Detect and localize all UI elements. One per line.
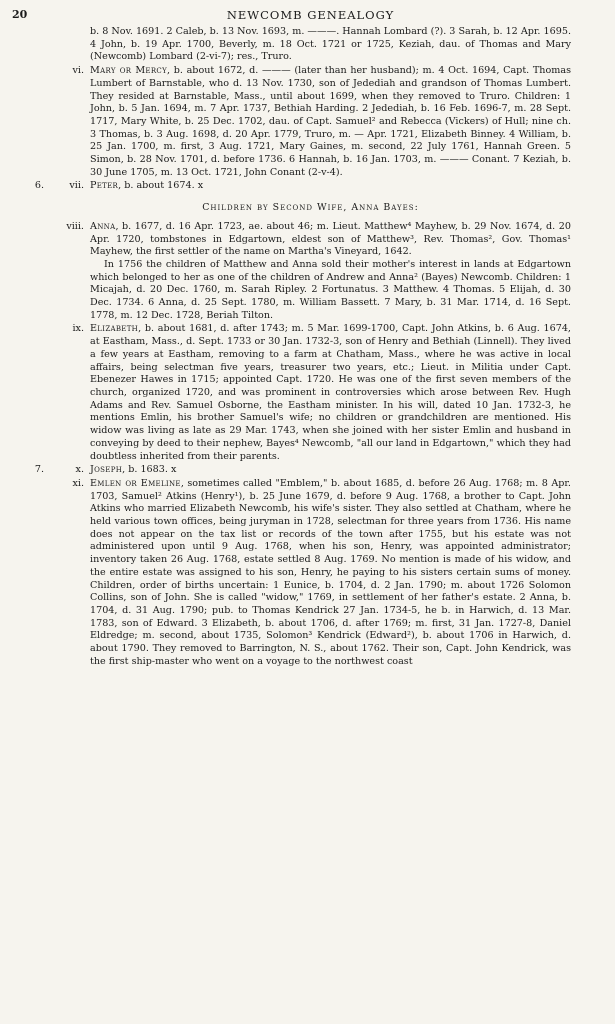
genealogy-entry xyxy=(50,323,571,463)
entry-details: , b. about 1672, d. ——— (later than her husband); m. 4 Oct. 1694, Capt. Thomas Lumbert of Barnstable, who d. 13 Nov. 1730, son of Jedediah and grandson of Thomas Lumbert. They resided at Barnstable, Mass., until about 1699, when they removed to Truro. Children: 1 John, b. 5 Jan. 1694, m. 7 Apr. 1737, Bethiah Harding. 2 Jedediah, b. 16 Feb. 1696-7, m. 28 Sept. 1717, Mary White, b. 25 Dec. 1702, dau. of Capt. Samuel² and Rebecca (Vickers) of Hull; nine ch. 3 Thomas, b. 3 Aug. 1698, d. 20 Apr. 1779, Truro, m. — Apr. 1721, Elizabeth Binney. 4 William, b. 25 Jan. 1700, m. first, 3 Aug. 1721, Mary Gaines, m. second, 22 July 1761, Hannah Green. 5 Simon, b. 28 Nov. 1701, d. before 1736. 6 Hannah, b. 16 Jan. 1703, m. ——— Conant. 7 Keziah, b. 30 June 1705, m. 13 Oct. 1721, John Conant (2-v-4). xyxy=(90,65,571,178)
entry-details: , b. 1683. x xyxy=(122,464,177,476)
genealogy-entry xyxy=(50,221,571,323)
child-roman-numeral: x. xyxy=(75,464,84,476)
document-body xyxy=(34,26,571,668)
person-name: Peter xyxy=(90,180,119,192)
entry-text xyxy=(50,323,571,463)
generation-number: 6. xyxy=(34,180,44,192)
entries-first-wife xyxy=(34,65,571,193)
genealogy-entry xyxy=(50,478,571,669)
person-name: Elizabeth xyxy=(90,323,139,335)
entries-second-wife xyxy=(34,220,571,669)
entry-details: , b. about 1674. x xyxy=(118,180,204,192)
entry-details: , sometimes called "Emblem," b. about 1685, d. before 26 Aug. 1768; m. 8 Apr. 1703, Samuel² Atkins (Henry¹), b. 25 June 1679, d. before 9 Aug. 1768, a brother to Capt. John Atkins who married Elizabeth Newcomb, his wife's sister. They also settled at Chatham, where he held various town offices, being juryman in 1728, selectman for three years from 1736. His name does not appear on the tax list or records of the town after 1755, but his estate was not administered upon until 9 Aug. 1768, when his son, Henry, was appointed administrator; inventory taken 26 Aug. 1768, estate settled 8 Aug. 1769. No mention is made of his widow, and the entire estate was assigned to his son, Henry, he paying to his sisters certain sums of money. Children, order of births uncertain: 1 Eunice, b. 1704, d. 2 Jan. 1790; m. about 1726 Solomon Collins, son of John. She is called "widow," 1769, in settlement of her father's estate. 2 Anna, b. 1704, d. 31 Aug. 1790; pub. to Thomas Kendrick 27 Jan. 1734-5, he b. in Harwich, d. 13 Mar. 1783, son of Edward. 3 Elizabeth, b. about 1706, d. after 1769; m. first, 31 Jan. 1727-8, Daniel Eldredge; m. second, about 1735, Solomon³ Kendrick (Edward²), b. about 1706 in Harwich, d. about 1790. They removed to Barrington, N. S., about 1762. Their son, Capt. John Kendrick, was the first ship-master who went on a voyage to the northwest coast xyxy=(90,477,571,667)
page-header xyxy=(12,6,571,26)
page-number: 20 xyxy=(12,8,28,21)
generation-number: 7. xyxy=(34,464,44,476)
entry-text xyxy=(50,65,571,179)
entry-text xyxy=(50,464,571,477)
section-subhead: Children by Second Wife, Anna Bayes: xyxy=(202,202,419,214)
child-roman-numeral: vii. xyxy=(69,180,84,192)
entry-text xyxy=(50,180,571,193)
entry-details: , b. 1677, d. 16 Apr. 1723, ae. about 46; m. Lieut. Matthew⁴ Mayhew, b. 29 Nov. 1674, d. 20 Apr. 1720, tombstones in Edgartown, eldest son of Matthew³, Rev. Thomas², Gov. Thomas¹ Mayhew, the first settler of the name on Martha's Vineyard, 1642. xyxy=(90,220,571,258)
running-head: NEWCOMB GENEALOGY xyxy=(226,8,395,22)
child-roman-numeral: viii. xyxy=(66,220,84,232)
genealogy-entry xyxy=(34,464,571,477)
person-name: Anna xyxy=(90,220,116,232)
person-name: Mary or Mercy xyxy=(90,65,167,77)
genealogy-entry xyxy=(50,65,571,179)
entry-details: , b. about 1681, d. after 1743; m. 5 Mar. 1699-1700, Capt. John Atkins, b. 6 Aug. 1674, at Eastham, Mass., d. Sept. 1733 or 30 Jan. 1732-3, son of Henry and Bethiah (Linnell). They lived a few years at Eastham, removing to a farm at Chatham, Mass., where he was active in local affairs, being selectman five years, treasurer two years, etc.; Lieut. in Militia under Capt. Ebenezer Hawes in 1715; appointed Capt. 1720. He was one of the first seven members of the church, organized 1720, and was prominent in controversies which arose between Rev. Hugh Adams and Rev. Samuel Osborne, the Eastham minister. In his will, dated 10 Jan. 1732-3, he mentions Emlin, his brother Samuel's wife; no children or grandchildren are mentioned. His widow was living as late as 29 Mar. 1743, when she joined with her sister Emlin and husband in conveying by deed to their nephew, Bayes⁴ Newcomb, "all our land in Edgartown," which they had doubtless inherited from their parents. xyxy=(90,323,571,462)
child-roman-numeral: xi. xyxy=(72,477,84,489)
continuation-paragraph: b. 8 Nov. 1691. 2 Caleb, b. 13 Nov. 1693, m. ———. Hannah Lombard (?). 3 Sarah, b. 12 Apr. 1695. 4 John, b. 19 Apr. 1700, Beverly, m. 18 Oct. 1721 or 1725, Keziah, dau. of Thomas and Mary (Newcomb) Lombard (2-vi-7); res., Truro. xyxy=(90,26,571,63)
child-roman-numeral: vi. xyxy=(72,65,84,77)
genealogy-entry xyxy=(34,180,571,193)
entry-text xyxy=(50,478,571,669)
person-name: Joseph xyxy=(90,464,123,476)
entry-paragraph: In 1756 the children of Matthew and Anna sold their mother's interest in lands at Edgartown which belonged to her as one of the children of Andrew and Anna² (Bayes) Newcomb. Children: 1 Micajah, d. 20 Dec. 1760, m. Sarah Ripley. 2 Fortunatus. 3 Matthew. 4 Thomas. 5 Elijah, d. 30 Dec. 1734. 6 Anna, d. 25 Sept. 1780, m. William Bassett. 7 Mary, b. 31 Mar. 1714, d. 16 Sept. 1778, m. 12 Dec. 1728, Beriah Tilton. xyxy=(90,258,571,321)
person-name: Emlen or Emeline xyxy=(90,477,181,489)
entry-text xyxy=(50,221,571,259)
child-roman-numeral: ix. xyxy=(72,323,84,335)
